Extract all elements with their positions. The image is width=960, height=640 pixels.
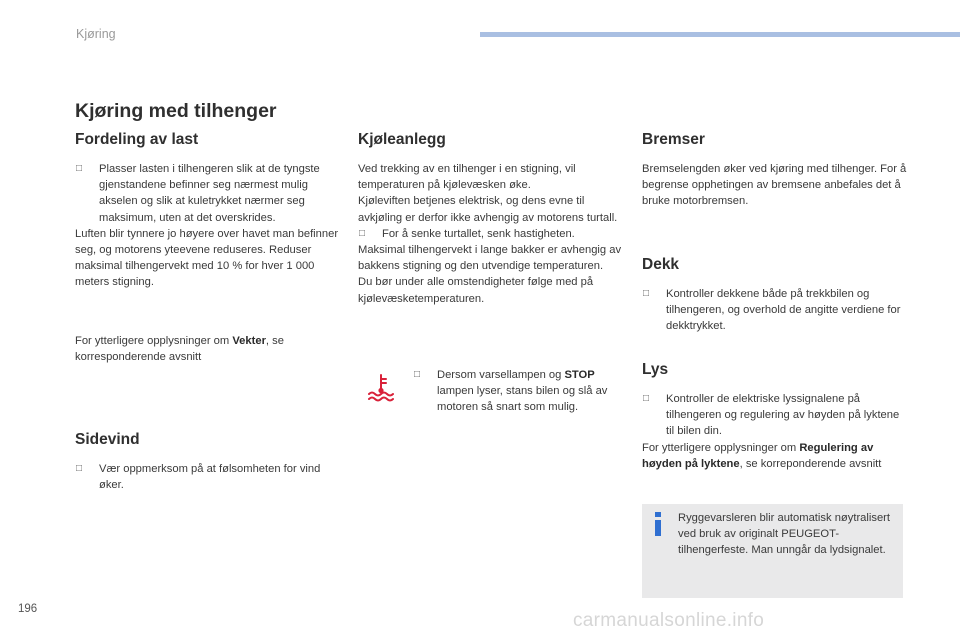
checkbox-bullet-icon: □ [76, 463, 83, 474]
para-kjoleanlegg-1: Ved trekking av en tilhenger i en stigning, vil temperaturen på kjølevæsken øke. [358, 163, 576, 192]
section-dekk [642, 256, 910, 335]
section-lys [642, 361, 910, 472]
heading-bremser: Bremser [642, 131, 705, 148]
warning-bullet [413, 367, 618, 416]
page-number: 196 [18, 603, 38, 615]
ref-lys-prefix: For ytterligere opplysninger om [642, 441, 800, 454]
ref-lys-suffix: , se korreponderende avsnitt [739, 457, 882, 470]
bullet-dekk [642, 286, 910, 335]
section-label: Kjøring [76, 27, 116, 41]
para-fordeling: Luften blir tynnere jo høyere over havet man befinner seg, og motorens yteevene reduseres. Reduser maksimal tilhengervekt med 10 % for hver 1 000 meters stigning. [75, 227, 339, 289]
warning-prefix: Dersom varsellampen og [437, 369, 565, 381]
bullet-dekk-text: Kontroller dekkene både på trekkbilen og tilhengeren, og overhold de angitte verdiene for dekktrykket. [666, 288, 901, 333]
checkbox-bullet-icon: □ [643, 288, 650, 299]
checkbox-bullet-icon: □ [643, 393, 650, 404]
para-kjoleanlegg-2: Kjøleviften betjenes elektrisk, og dens evne til avkjøling er derfor ikke avhengig av motorens turtall. [358, 195, 618, 224]
bullet-sidevind-text: Vær oppmerksom på at følsomheten for vind øker. [99, 463, 321, 492]
coolant-temperature-warning-icon [366, 372, 396, 402]
checkbox-bullet-icon: □ [76, 163, 83, 174]
info-box [642, 504, 903, 598]
bullet-kjoleanlegg-text: For å senke turtallet, senk hastigheten. [382, 227, 575, 240]
page-title: Kjøring med tilhenger [75, 100, 277, 122]
bullet-fordeling-text: Plasser lasten i tilhengeren slik at de tyngste gjenstandene befinner seg nærmest mulig akselen og slik at kuletrykket nærmer seg maksimum, uten at det overskrides. [99, 163, 320, 224]
heading-fordeling: Fordeling av last [75, 131, 199, 148]
heading-sidevind: Sidevind [75, 431, 140, 448]
ref-suffix: , se korresponderende avsnitt [75, 335, 284, 364]
reference-vekter-text [75, 333, 343, 365]
info-icon [652, 512, 664, 536]
section-fordeling [75, 131, 343, 291]
para-kjoleanlegg-3: Maksimal tilhengervekt i lange bakker er avhengig av bakkens stigning og den utvendige temperaturen. [358, 244, 622, 273]
ref-prefix: For ytterligere opplysninger om [75, 335, 233, 347]
bullet-fordeling [75, 161, 343, 226]
para-kjoleanlegg-4: Du bør under alle omstendigheter følge med på kjølevæsketemperaturen. [358, 276, 594, 305]
reference-lys [642, 440, 910, 472]
reference-vekter [75, 333, 343, 365]
para-bremser: Bremselengden øker ved kjøring med tilhenger. For å begrense opphetingen av bremsene anbefales det å bruke motorbremsen. [642, 163, 907, 208]
header-accent-bar [480, 32, 960, 37]
ref-bold: Vekter [232, 335, 266, 347]
bullet-kjoleanlegg [358, 226, 624, 242]
bullet-sidevind [75, 461, 343, 493]
checkbox-bullet-icon: □ [414, 369, 421, 380]
heading-dekk: Dekk [642, 256, 680, 273]
heading-lys: Lys [642, 361, 669, 378]
checkbox-bullet-icon: □ [359, 227, 366, 239]
bullet-lys [642, 391, 910, 440]
warning-callout [413, 367, 618, 416]
heading-kjoleanlegg: Kjøleanlegg [358, 131, 446, 148]
section-kjoleanlegg [358, 131, 624, 307]
watermark: carmanualsonline.info [573, 610, 765, 631]
bullet-lys-text: Kontroller de elektriske lyssignalene på tilhengeren og regulering av høyden på lyktene til bilen din. [666, 393, 900, 438]
ref-lys-bold: Regulering av høyden på lyktene [642, 441, 874, 470]
info-text: Ryggevarsleren blir automatisk nøytralisert ved bruk av originalt PEUGEOT-tilhengerfeste. Man unngår da lydsignalet. [678, 512, 891, 557]
warning-bold: STOP [564, 369, 595, 381]
warning-suffix: lampen lyser, stans bilen og slå av motoren så snart som mulig. [437, 385, 608, 414]
section-sidevind [75, 431, 343, 493]
section-bremser [642, 131, 910, 210]
